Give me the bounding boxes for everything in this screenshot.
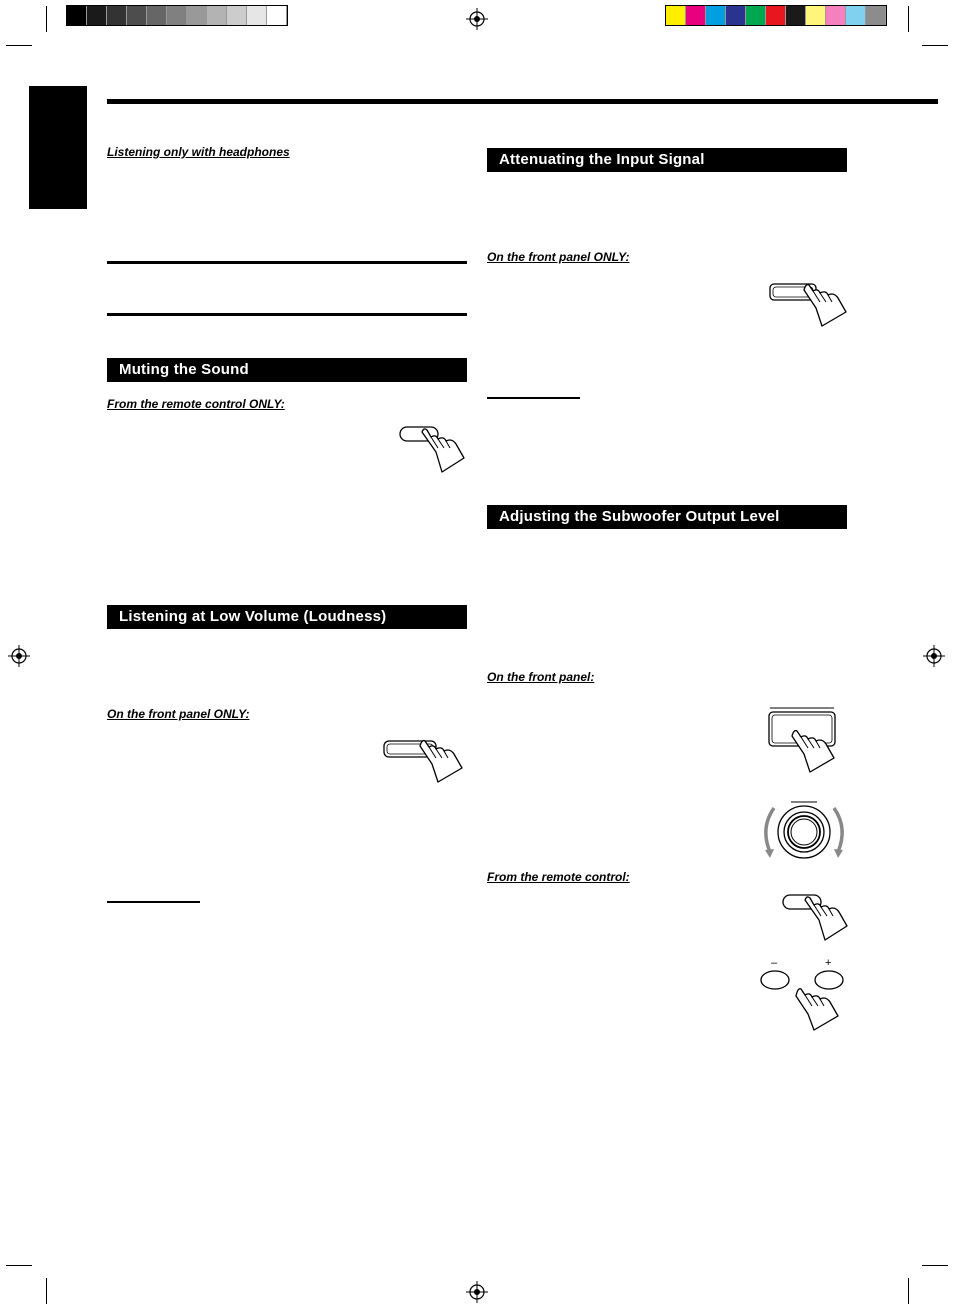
- calibration-swatch: [746, 6, 766, 25]
- header-rule: [107, 99, 938, 104]
- calibration-swatch: [686, 6, 706, 25]
- calibration-swatch: [187, 6, 207, 25]
- section-divider: [107, 261, 467, 264]
- crop-mark: [922, 45, 948, 46]
- crop-mark: [908, 1278, 909, 1304]
- calibration-swatch: [766, 6, 786, 25]
- calibration-swatch: [666, 6, 686, 25]
- calibration-swatch: [67, 6, 87, 25]
- minus-label: –: [771, 957, 778, 969]
- calibration-swatch: [806, 6, 826, 25]
- subwoofer-heading: Adjusting the Subwoofer Output Level: [487, 505, 847, 529]
- calibration-swatch: [107, 6, 127, 25]
- section-divider: [107, 313, 467, 316]
- note-rule: [107, 901, 200, 903]
- calibration-swatch: [726, 6, 746, 25]
- loudness-subheading: On the front panel ONLY:: [107, 707, 250, 721]
- subwoofer-remote-subheading: From the remote control:: [487, 870, 630, 884]
- calibration-swatch: [227, 6, 247, 25]
- crop-mark: [908, 6, 909, 32]
- crop-mark: [922, 1265, 948, 1266]
- loudness-heading: Listening at Low Volume (Loudness): [107, 605, 467, 629]
- attenuating-heading: Attenuating the Input Signal: [487, 148, 847, 172]
- grayscale-calibration-bar: [66, 5, 288, 26]
- crop-mark: [46, 6, 47, 32]
- calibration-swatch: [826, 6, 846, 25]
- crop-mark: [46, 1278, 47, 1304]
- rotary-knob-icon: [758, 798, 850, 860]
- plus-label: +: [825, 957, 832, 969]
- hand-pressing-button-icon: [766, 706, 846, 776]
- calibration-swatch: [267, 6, 287, 25]
- hand-pressing-button-icon: [382, 738, 468, 784]
- level-adjust-buttons-icon: [758, 966, 850, 1032]
- headphones-subheading: Listening only with headphones: [107, 145, 290, 159]
- muting-heading: Muting the Sound: [107, 358, 467, 382]
- calibration-swatch: [846, 6, 866, 25]
- calibration-swatch: [167, 6, 187, 25]
- calibration-swatch: [706, 6, 726, 25]
- attenuating-subheading: On the front panel ONLY:: [487, 250, 630, 264]
- calibration-swatch: [247, 6, 267, 25]
- registration-mark-icon: [466, 8, 488, 30]
- calibration-swatch: [207, 6, 227, 25]
- note-rule: [487, 397, 580, 399]
- crop-mark: [6, 45, 32, 46]
- crop-mark: [6, 1265, 32, 1266]
- calibration-swatch: [866, 6, 886, 25]
- registration-mark-icon: [466, 1281, 488, 1303]
- calibration-swatch: [147, 6, 167, 25]
- calibration-swatch: [127, 6, 147, 25]
- hand-pressing-button-icon: [768, 282, 852, 328]
- color-calibration-bar: [665, 5, 887, 26]
- calibration-swatch: [786, 6, 806, 25]
- muting-subheading: From the remote control ONLY:: [107, 397, 285, 411]
- hand-pressing-button-icon: [398, 424, 468, 476]
- language-tab: [29, 86, 87, 209]
- calibration-swatch: [87, 6, 107, 25]
- hand-pressing-button-icon: [781, 892, 851, 944]
- registration-mark-icon: [8, 645, 30, 667]
- subwoofer-front-panel-subheading: On the front panel:: [487, 670, 595, 684]
- registration-mark-icon: [923, 645, 945, 667]
